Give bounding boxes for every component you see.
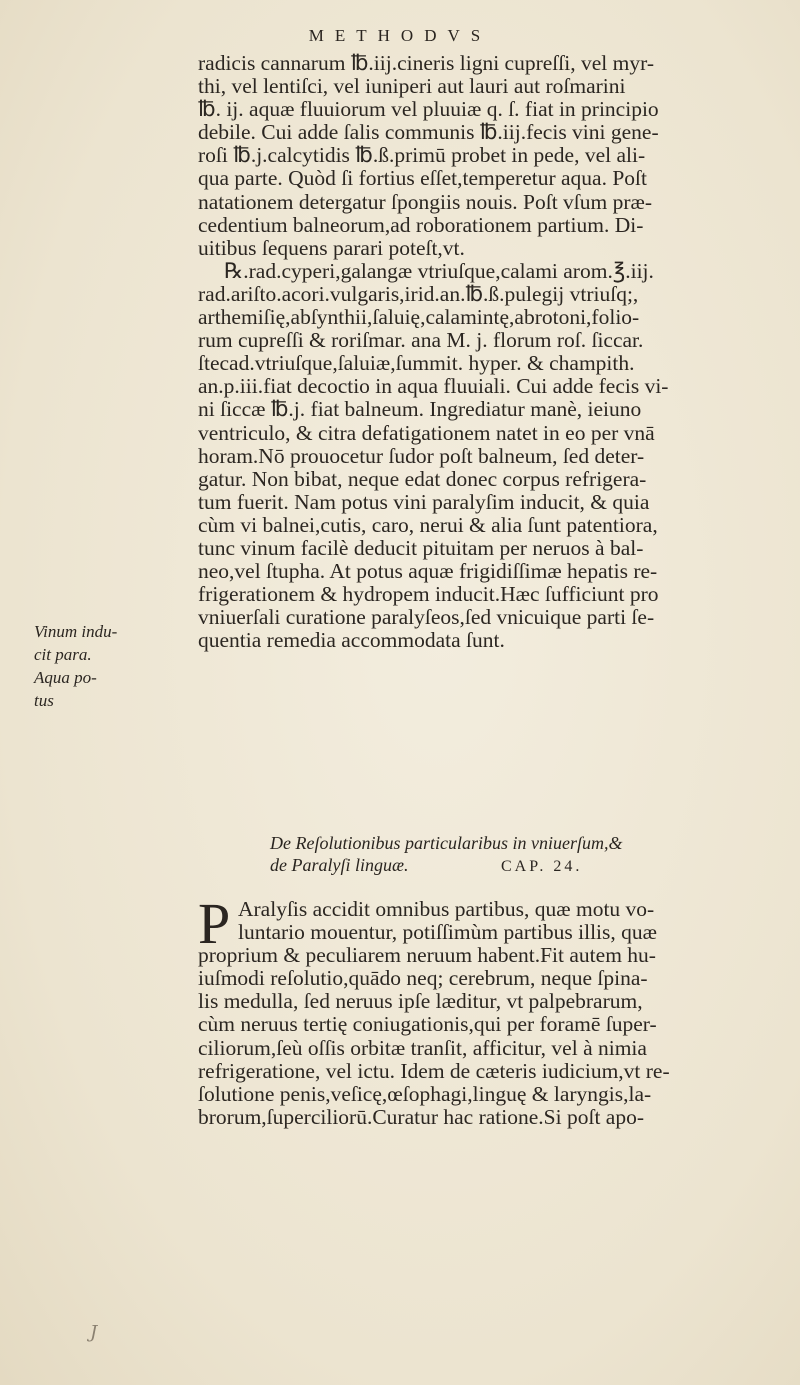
chapter-text-block [198,891,778,1129]
text-line: ciliorum,ſeù oſſis orbitæ tranſit, afficitur, vel à nimia [198,1035,647,1060]
text-line: vniuerſali curatione paralyſeos,ſed vnicuique parti ſe- [198,605,655,630]
margin-notes [34,620,194,712]
margin-note: Vinum indu- [34,622,118,641]
text-line: cùm vi balnei,cutis, caro, nerui & alia ſunt patentiora, [198,512,658,537]
text-line: cedentium balneorum,ad roborationem partium. Di- [198,212,644,237]
text-line: tum fuerit. Nam potus vini paralyſim inducit, & quia [198,489,650,514]
text-line: Aralyſis accidit omnibus partibus, quæ motu vo- [238,897,655,921]
text-line: debile. Cui adde ſalis communis ℔.iij.fecis vini gene- [198,120,659,145]
text-line: refrigeratione, vel ictu. Idem de cæteris iudicium,vt re- [198,1058,670,1083]
drop-capital: P [198,891,231,956]
chapter-title: De Reſolutionibus particularibus in vniuerſum,& [270,833,623,853]
text-line: frigerationem & hydropem inducit.Hæc ſufficiunt pro [198,582,659,607]
stray-mark: J [90,1322,98,1343]
margin-note: cit para. [34,645,92,665]
text-line: ℔. ij. aquæ fluuiorum vel pluuiæ q. ſ. fiat in principio [198,97,659,122]
text-line: natationem detergatur ſpongiis nouis. Poſt vſum præ- [198,189,653,214]
text-line: neo,vel ſtupha. At potus aquæ frigidiſſimæ hepatis re- [198,559,658,584]
text-line: luntario mouentur, potiſſimùm partibus illis, quæ [238,920,657,945]
main-text-block [198,52,778,652]
text-line: ℞.rad.cyperi,galangæ vtriuſque,calami arom.℥.iij. [224,258,654,283]
text-line: ſolutione penis,veſicę,œſophagi,linguę & laryngis,la- [198,1081,652,1106]
margin-note: Aqua po- [34,668,97,688]
text-line: lis medulla, ſed neruus ipſe læditur, vt palpebrarum, [198,989,643,1014]
text-line: quentia remedia accommodata ſunt. [198,628,505,653]
chapter-subtitle: de Paralyſi linguæ. [270,855,409,875]
chapter-number: CAP. 24. [501,858,583,875]
text-line: rad.ariſto.acori.vulgaris,irid.an.℔.ß.pulegij vtriuſq;, [198,281,639,306]
text-line: arthemiſię,abſynthii,ſaluię,calamintę,abrotoni,folio- [198,305,640,330]
text-line: an.p.iii.fiat decoctio in aqua fluuiali. Cui adde fecis vi- [198,374,669,399]
margin-note: tus [34,691,54,711]
text-line: iuſmodi reſolutio,quādo neq; cerebrum, neque ſpina- [198,966,648,991]
text-line: tunc vinum facilè deducit pituitam per neruos à bal- [198,535,644,560]
text-line: brorum,ſuperciliorū.Curatur hac ratione.Si poſt apo- [198,1104,644,1129]
text-line: cùm neruus tertię coniugationis,qui per foramē ſuper- [198,1012,657,1037]
text-line: ni ſiccæ ℔.j. fiat balneum. Ingrediatur manè, ieiuno [198,397,642,422]
running-head: METHODVS [308,26,492,45]
text-line: gatur. Non bibat, neque edat donec corpus refrigera- [198,466,647,491]
text-line: ventriculo, & citra defatigationem natet in eo per vnā [198,420,655,445]
text-line: uitibus ſequens parari poteſt,vt. [198,235,465,260]
text-line: proprium & peculiarem neruum habent.Fit autem hu- [198,943,656,968]
text-line: horam.Nō prouocetur ſudor poſt balneum, ſed deter- [198,443,645,468]
chapter-heading [270,832,770,878]
text-line: qua parte. Quòd ſi fortius eſſet,temperetur aqua. Poſt [198,166,647,191]
text-line: thi, vel lentiſci, vel iuniperi aut lauri aut roſmarini [198,74,626,99]
text-line: ſtecad.vtriuſque,ſaluiæ,ſummit. hyper. & champith. [198,351,635,376]
text-line: roſi ℔.j.calcytidis ℔.ß.primū probet in pede, vel ali- [198,143,646,168]
text-line: rum cupreſſi & roriſmar. ana M. j. florum roſ. ſiccar. [198,328,644,353]
text-line: radicis cannarum ℔.iij.cineris ligni cupreſſi, vel myr- [198,51,654,75]
